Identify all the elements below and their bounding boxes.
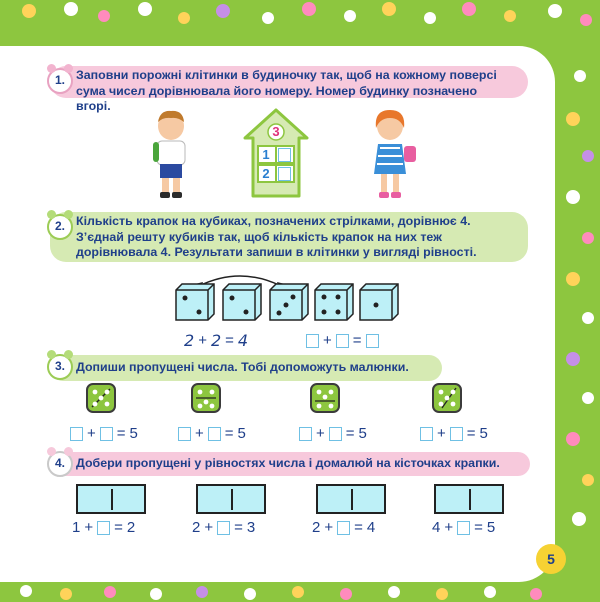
domino-bone[interactable]	[196, 484, 266, 514]
boy-illustration	[148, 108, 194, 200]
eq-result: 5	[479, 425, 488, 442]
house-floor-1-number: 1	[262, 147, 270, 162]
die-2-dots[interactable]	[174, 282, 216, 322]
answer-box[interactable]	[70, 427, 83, 441]
eq-term-a: 2	[184, 331, 195, 350]
task-2-instruction	[50, 212, 528, 262]
house-floor-2-number: 2	[262, 166, 270, 181]
task-4-equation-3	[312, 520, 375, 536]
task-3-equation-1	[70, 426, 138, 442]
eq-term-b: 2	[210, 331, 222, 350]
page-number: 5	[536, 544, 566, 574]
eq-equals: =	[352, 332, 362, 349]
task-2-equation-2	[306, 333, 379, 349]
eq-plus: +	[437, 425, 446, 442]
eq-equals: =	[224, 425, 234, 442]
task-2-text: Кількість крапок на кубиках, позначених стрілками, дорівнює 4. З’єднай решту кубиків так, щоб кількість крапок на них теж дорівнювала 4. Результати запиши в клітинки у вигляді рівності.	[76, 214, 477, 259]
die-5-dots-split	[310, 383, 340, 413]
eq-term-a: 2	[312, 519, 321, 536]
task-1-number: 1.	[47, 68, 73, 94]
answer-box[interactable]	[420, 427, 433, 441]
task-3-equation-2	[178, 426, 246, 442]
eq-result: 4	[237, 331, 249, 350]
domino-bone[interactable]	[434, 484, 504, 514]
eq-term-a: 1	[72, 519, 81, 536]
answer-box[interactable]	[178, 427, 191, 441]
answer-box[interactable]	[457, 521, 470, 535]
task-1-text: Заповни порожні клітинки в будиночку так, щоб на кожному поверсі сума чисел дорівнювала його номеру. Номер будинку позначено вгорі.	[76, 68, 497, 113]
eq-plus: +	[204, 519, 214, 536]
eq-term-a: 2	[192, 519, 201, 536]
eq-result: 5	[486, 519, 496, 536]
eq-plus: +	[323, 332, 332, 349]
eq-plus: +	[84, 519, 94, 536]
die-2-dots[interactable]	[221, 282, 263, 322]
number-house	[243, 108, 309, 198]
eq-term-a: 4	[432, 519, 441, 536]
task-4-equation-2	[192, 520, 255, 536]
eq-equals: =	[116, 425, 126, 442]
answer-box[interactable]	[337, 521, 350, 535]
eq-result: 3	[246, 519, 256, 536]
eq-equals: =	[114, 519, 123, 536]
task-4-text: Добери пропущені у рівностях числа і домалюй на кісточках крапки.	[76, 456, 500, 470]
task-4-equation-4	[432, 520, 495, 536]
die-1-dot[interactable]	[358, 282, 400, 322]
girl-illustration	[368, 108, 420, 200]
eq-equals: =	[345, 425, 355, 442]
eq-equals: =	[466, 425, 476, 442]
answer-box[interactable]	[336, 334, 349, 348]
eq-plus: +	[324, 519, 334, 536]
die-5-dots-split	[191, 383, 221, 413]
answer-box[interactable]	[450, 427, 463, 441]
task-3-number: 3.	[47, 354, 73, 380]
eq-result: 5	[129, 425, 138, 442]
answer-box[interactable]	[306, 334, 319, 348]
domino-bone[interactable]	[316, 484, 386, 514]
eq-plus: +	[316, 425, 325, 442]
eq-result: 2	[126, 519, 136, 536]
eq-result: 4	[366, 519, 376, 536]
house-roof-number: 3	[272, 124, 280, 139]
task-1-instruction	[50, 66, 528, 113]
die-3-dots[interactable]	[268, 282, 310, 322]
answer-box[interactable]	[208, 427, 221, 441]
answer-box[interactable]	[366, 334, 379, 348]
answer-box[interactable]	[329, 427, 342, 441]
answer-box[interactable]	[217, 521, 230, 535]
eq-equals: =	[474, 519, 483, 536]
eq-plus: +	[444, 519, 454, 536]
task-2-equation-1	[184, 333, 248, 349]
eq-plus: +	[87, 425, 96, 442]
task-3-instruction	[50, 355, 442, 381]
eq-equals: =	[225, 332, 234, 349]
task-3-equation-4	[420, 426, 488, 442]
eq-result: 5	[358, 425, 367, 442]
die-5-dots-split	[86, 383, 116, 413]
answer-box[interactable]	[100, 427, 113, 441]
house-cell-1[interactable]	[278, 148, 291, 162]
task-3-text: Допиши пропущені числа. Тобі допоможуть малюнки.	[76, 360, 409, 374]
die-4-dots[interactable]	[313, 282, 355, 322]
answer-box[interactable]	[97, 521, 110, 535]
die-5-dots-split	[432, 383, 462, 413]
task-3-equation-3	[299, 426, 367, 442]
answer-box[interactable]	[299, 427, 312, 441]
house-cell-2[interactable]	[278, 167, 291, 181]
eq-plus: +	[195, 425, 204, 442]
domino-bone[interactable]	[76, 484, 146, 514]
eq-result: 5	[237, 425, 246, 442]
task-4-number: 4.	[47, 451, 73, 477]
task-2-number: 2.	[47, 214, 73, 240]
eq-plus: +	[198, 332, 207, 349]
task-4-equation-1	[72, 520, 135, 536]
eq-equals: =	[354, 519, 363, 536]
eq-equals: =	[234, 519, 243, 536]
task-4-instruction	[50, 452, 530, 476]
